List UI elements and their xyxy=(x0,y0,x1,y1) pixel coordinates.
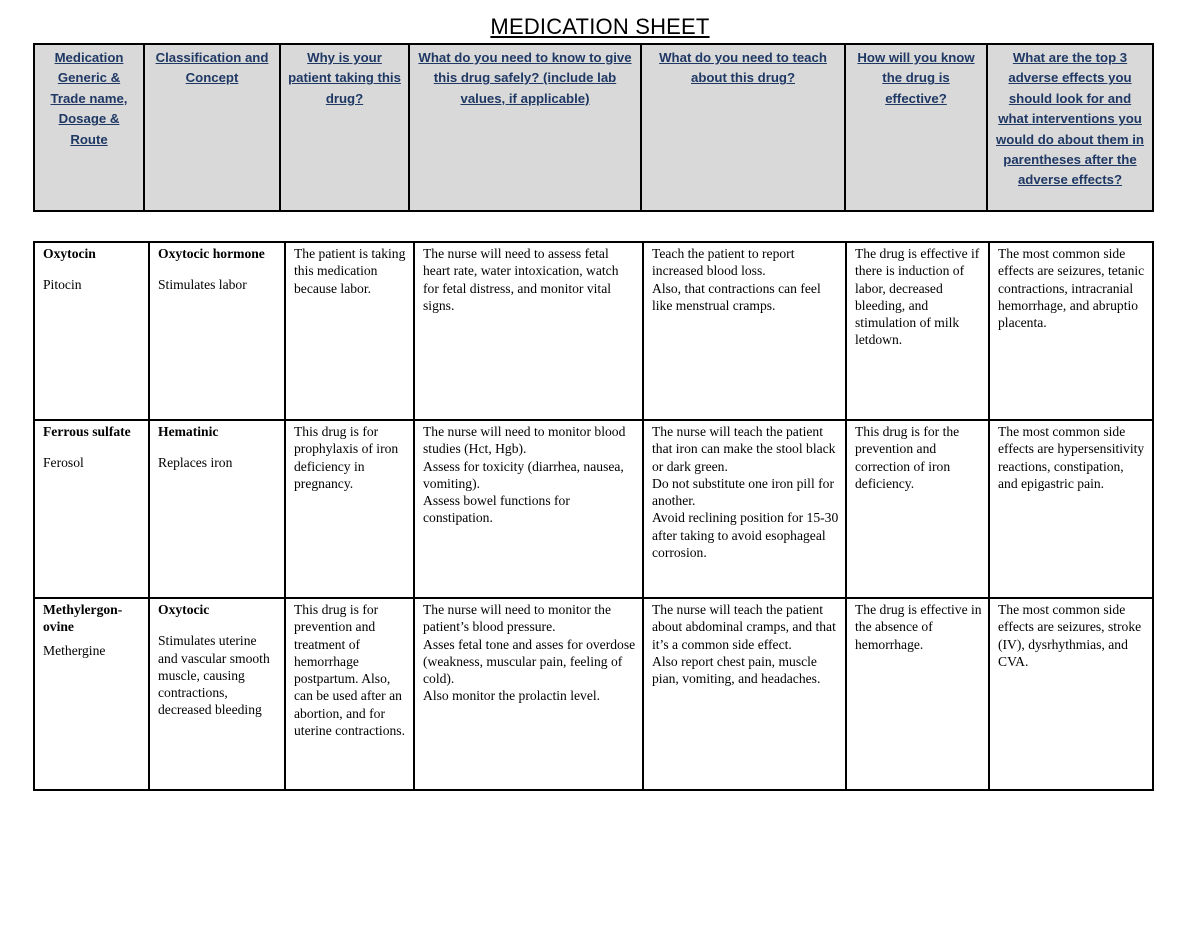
teach-line: Do not substitute one iron pill for another. xyxy=(652,475,834,509)
safety-line: Assess for toxicity (diarrhea, nausea, vomiting). xyxy=(423,458,624,491)
classification: Oxytocic hormone xyxy=(158,246,265,261)
generic-name: Ferrous sulfate xyxy=(43,424,131,439)
concept: Stimulates labor xyxy=(158,277,247,293)
teach-line: The nurse will teach the patient about abdominal cramps, and that it’s a common side effect. xyxy=(652,602,836,652)
concept: Replaces iron xyxy=(158,455,233,471)
header-teach: What do you need to teach about this drug? xyxy=(641,44,845,211)
table-row xyxy=(34,598,1153,790)
safety-cell xyxy=(414,598,643,790)
table-row xyxy=(34,420,1153,598)
teach-cell xyxy=(643,242,846,420)
header-effective: How will you know the drug is effective? xyxy=(845,44,987,211)
page-title: MEDICATION SHEET xyxy=(490,14,710,39)
trade-name: Pitocin xyxy=(43,277,82,293)
why-cell: This drug is for prophylaxis of iron deficiency in pregnancy. xyxy=(285,420,414,598)
adverse-cell: The most common side effects are seizures, tetanic contractions, intracranial hemorrhage, and abruptio placenta. xyxy=(989,242,1153,420)
medication-cell xyxy=(34,420,149,598)
classification: Oxytocic xyxy=(158,602,210,617)
medication-table xyxy=(33,241,1154,791)
classification: Hematinic xyxy=(158,424,219,439)
teach-cell xyxy=(643,420,846,598)
safety-line: The nurse will need to assess fetal heart rate, water intoxication, watch for fetal distress, and monitor vital signs. xyxy=(423,246,619,313)
effective-cell: The drug is effective if there is induction of labor, decreased bleeding, and stimulation of milk letdown. xyxy=(846,242,989,420)
effective-cell: The drug is effective in the absence of hemorrhage. xyxy=(846,598,989,790)
safety-line: Also monitor the prolactin level. xyxy=(423,688,601,704)
classification-cell xyxy=(149,242,285,420)
header-why: Why is your patient taking this drug? xyxy=(280,44,409,211)
trade-name: Methergine xyxy=(43,642,106,658)
concept: Stimulates uterine and vascular smooth muscle, causing contractions, decreased bleeding xyxy=(158,633,270,718)
effective-cell: This drug is for the prevention and correction of iron deficiency. xyxy=(846,420,989,598)
teach-line: Avoid reclining position for 15-30 after taking to avoid esophageal corrosion. xyxy=(652,510,839,561)
safety-line: Asses fetal tone and asses for overdose (weakness, muscular pain, feeling of cold). xyxy=(423,636,636,687)
adverse-cell: The most common side effects are seizures, stroke (IV), dysrhythmias, and CVA. xyxy=(989,598,1153,790)
teach-line: Also report chest pain, muscle pian, vomiting, and headaches. xyxy=(652,653,821,687)
adverse-cell: The most common side effects are hypersensitivity reactions, constipation, and epigastric pain. xyxy=(989,420,1153,598)
classification-cell xyxy=(149,420,285,598)
medication-cell xyxy=(34,598,149,790)
table-row xyxy=(34,242,1153,420)
safety-cell xyxy=(414,420,643,598)
why-cell: The patient is taking this medication because labor. xyxy=(285,242,414,420)
generic-name: Oxytocin xyxy=(43,246,96,261)
teach-line: Teach the patient to report increased blood loss. xyxy=(652,246,795,279)
why-cell: This drug is for prevention and treatment of hemorrhage postpartum. Also, can be used after an abortion, and for uterine contractions. xyxy=(285,598,414,790)
header-row xyxy=(34,44,1153,211)
trade-name: Ferosol xyxy=(43,455,84,471)
header-safety: What do you need to know to give this drug safely? (include lab values, if applicable) xyxy=(409,44,641,211)
header-medication: Medication Generic & Trade name, Dosage & Route xyxy=(34,44,144,211)
header-classification: Classification and Concept xyxy=(144,44,280,211)
header-table xyxy=(33,43,1154,212)
safety-line: The nurse will need to monitor blood studies (Hct, Hgb). xyxy=(423,424,626,457)
safety-line: The nurse will need to monitor the patient’s blood pressure. xyxy=(423,602,612,635)
medication-cell xyxy=(34,242,149,420)
safety-cell xyxy=(414,242,643,420)
teach-cell xyxy=(643,598,846,790)
generic-name: Methylergon-ovine xyxy=(43,602,123,635)
safety-line: Assess bowel functions for constipation. xyxy=(423,493,570,526)
header-adverse: What are the top 3 adverse effects you should look for and what interventions you would do about them in parentheses after the adverse effects? xyxy=(987,44,1153,211)
classification-cell xyxy=(149,598,285,790)
teach-line: Also, that contractions can feel like menstrual cramps. xyxy=(652,280,821,313)
teach-line: The nurse will teach the patient that iron can make the stool black or dark green. xyxy=(652,424,836,474)
